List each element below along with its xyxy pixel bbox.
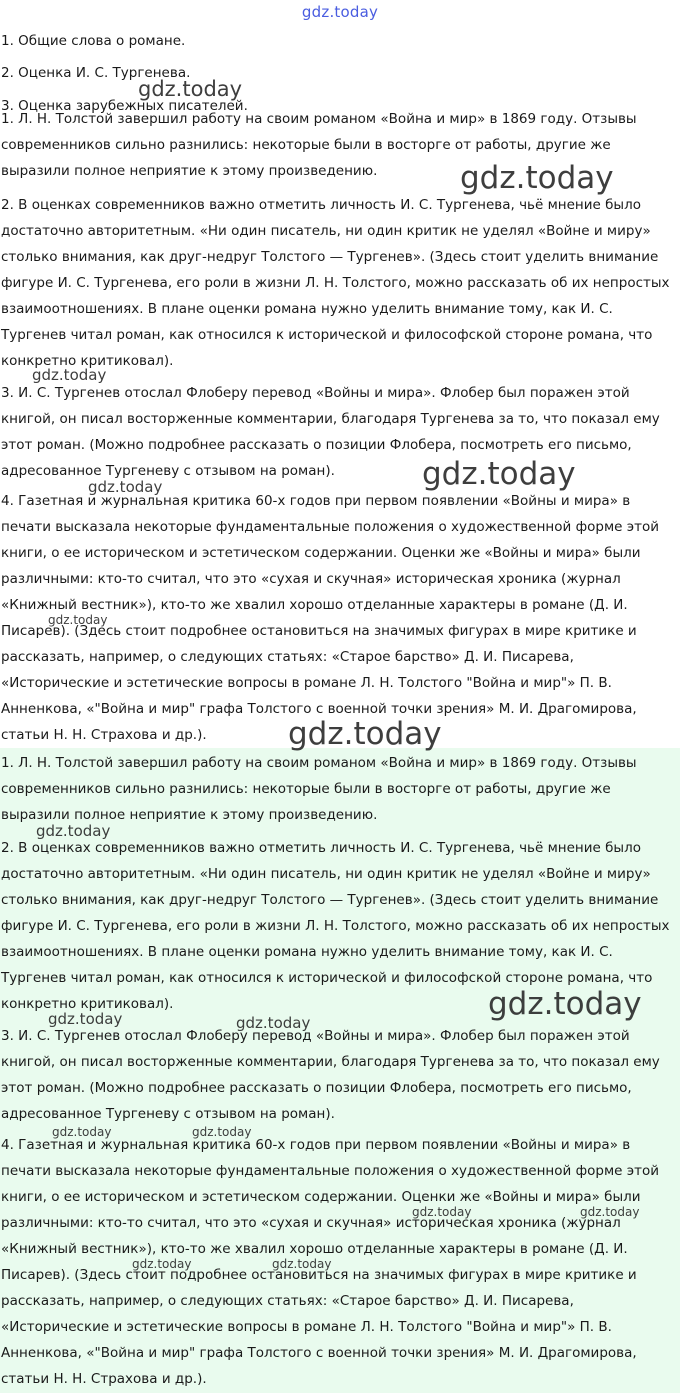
answer-block-2 [0, 748, 680, 1393]
watermark: gdz.today [272, 1257, 332, 1271]
outline-item-3: 3. Оценка зарубежных писателей. [1, 98, 248, 114]
watermark: gdz.today [488, 986, 642, 1022]
paragraph-3: 3. И. С. Тургенев отослал Флоберу перевод «Войны и мира». Флобер был поражен этой книгой, он писал восторженные комментарии, благодаря Тургенева за то, что показал ему этот роман. (Можно подробнее рассказать о позиции Флобера, посмотреть его письмо, адресованное Тургеневу с отзывом на роман). [1, 385, 660, 479]
answer-block-1 [0, 104, 680, 748]
watermark: gdz.today [48, 1010, 123, 1028]
paragraph-1: 1. Л. Н. Толстой завершил работу на своим романом «Война и мир» в 1869 году. Отзывы современников сильно разнились: некоторые были в восторге от работы, другие же выразили полное неприятие к этому произведению. [1, 111, 637, 179]
paragraph-2: 2. В оценках современников важно отметить личность И. С. Тургенева, чьё мнение было достаточно авторитетным. «Ни один писатель, ни один критик не уделял «Войне и миру» столько внимания, как друг-недруг Толстого — Тургенев». (Здесь стоит уделить внимание фигуре И. С. Тургенева, его роли в жизни Л. Н. Толстого, можно рассказать об их непростых взаимоотношениях. В плане оценки романа нужно уделить внимание тому, как И. С. Тургенев читал роман, как относился к исторической и философской стороне романа, что конкретно критиковал). [1, 840, 670, 1012]
watermark: gdz.today [412, 1205, 472, 1219]
watermark: gdz.today [36, 822, 111, 840]
watermark: gdz.today [132, 1257, 192, 1271]
outline-item-2: 2. Оценка И. С. Тургенева. [1, 65, 191, 81]
paragraph-4: 4. Газетная и журнальная критика 60-х годов при первом появлении «Войны и мира» в печати высказала некоторые фундаментальные положения о художественной форме этой книги, о ее историческом и эстетическом содержании. Оценки же «Войны и мира» были различными: кто-то считал, что это «сухая и скучная» историческая хроника (журнал «Книжный вестник»), кто-то же хвалил хорошо отделанные характеры в романе (Д. И. Писарев). (Здесь стоит подробнее остановиться на значимых фигурах в мире критике и рассказать, например, о следующих статьях: «Старое барство» Д. И. Писарева, «Исторические и эстетические вопросы в романе Л. Н. Толстого "Война и мир"» П. В. Анненкова, «"Война и мир" графа Толстого с военной точки зрения» М. И. Драгомирова, статьи Н. Н. Страхова и др.). [1, 1137, 660, 1387]
paragraph-2: 2. В оценках современников важно отметить личность И. С. Тургенева, чьё мнение было достаточно авторитетным. «Ни один писатель, ни один критик не уделял «Войне и миру» столько внимания, как друг-недруг Толстого — Тургенев». (Здесь стоит уделить внимание фигуре И. С. Тургенева, его роли в жизни Л. Н. Толстого, можно рассказать об их непростых взаимоотношениях. В плане оценки романа нужно уделить внимание тому, как И. С. Тургенев читал роман, как относился к исторической и философской стороне романа, что конкретно критиковал). [1, 197, 670, 369]
watermark: gdz.today [48, 613, 108, 627]
watermark: gdz.today [192, 1125, 252, 1139]
paragraph-3: 3. И. С. Тургенев отослал Флоберу перевод «Войны и мира». Флобер был поражен этой книгой, он писал восторженные комментарии, благодаря Тургенева за то, что показал ему этот роман. (Можно подробнее рассказать о позиции Флобера, посмотреть его письмо, адресованное Тургеневу с отзывом на роман). [1, 1028, 660, 1122]
paragraph-1: 1. Л. Н. Толстой завершил работу на своим романом «Война и мир» в 1869 году. Отзывы современников сильно разнились: некоторые были в восторге от работы, другие же выразили полное неприятие к этому произведению. [1, 755, 637, 823]
watermark: gdz.today [422, 456, 576, 492]
watermark: gdz.today [580, 1205, 640, 1219]
watermark: gdz.today [52, 1125, 112, 1139]
watermark-top: gdz.today [301, 3, 379, 21]
paragraph-4: 4. Газетная и журнальная критика 60-х годов при первом появлении «Войны и мира» в печати высказала некоторые фундаментальные положения о художественной форме этой книги, о ее историческом и эстетическом содержании. Оценки же «Войны и мира» были различными: кто-то считал, что это «сухая и скучная» историческая хроника (журнал «Книжный вестник»), кто-то же хвалил хорошо отделанные характеры в романе (Д. И. Писарев). (Здесь стоит подробнее остановиться на значимых фигурах в мире критике и рассказать, например, о следующих статьях: «Старое барство» Д. И. Писарева, «Исторические и эстетические вопросы в романе Л. Н. Толстого "Война и мир"» П. В. Анненкова, «"Война и мир" графа Толстого с военной точки зрения» М. И. Драгомирова, статьи Н. Н. Страхова и др.). [1, 493, 660, 743]
watermark: gdz.today [138, 77, 243, 101]
watermark: gdz.today [236, 1014, 311, 1032]
outline-item-1: 1. Общие слова о романе. [1, 33, 186, 49]
watermark: gdz.today [32, 366, 107, 384]
watermark: gdz.today [288, 716, 442, 752]
watermark: gdz.today [88, 478, 163, 496]
watermark: gdz.today [460, 160, 614, 196]
